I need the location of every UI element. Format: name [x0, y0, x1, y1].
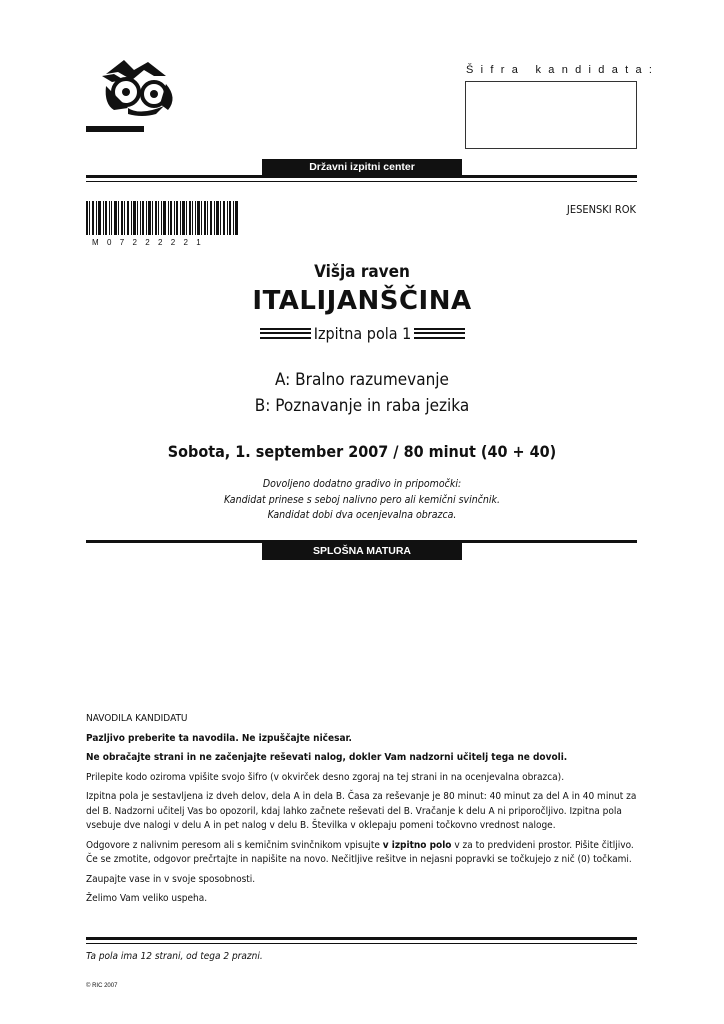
bottom-rule-thin	[86, 943, 637, 944]
exam-level: Višja raven	[314, 262, 410, 282]
paper-title: Izpitna pola 1	[313, 323, 412, 343]
barcode-number: M07222221	[92, 238, 209, 247]
paper-row	[260, 322, 465, 344]
candidate-code-box[interactable]	[465, 81, 637, 149]
allowed-line: Kandidat dobi dva ocenjevalna obrazca.	[267, 509, 457, 521]
instruction-paragraph	[86, 839, 642, 854]
candidate-code-label: Šifra kandidata:	[466, 64, 660, 76]
ric-owl-logo-icon	[84, 58, 190, 134]
decorative-lines-left	[260, 328, 311, 339]
text-fragment: Odgovore z nalivnim peresom ali s kemičnim svinčnikom vpisujte	[86, 839, 383, 851]
instruction-paragraph: Želimo Vam veliko uspeha.	[86, 893, 208, 904]
instruction-paragraph: Če se zmotite, odgovor prečrtajte in napišite na novo. Nečitljive rešitve in nejasni popravki se točkujejo z nič (0) točkami.	[86, 854, 632, 865]
instruction-paragraph: Zaupajte vase in v svoje sposobnosti.	[86, 873, 256, 885]
page-count-note: Ta pola ima 12 strani, od tega 2 prazni.	[86, 951, 263, 962]
matura-band: SPLOŠNA MATURA	[262, 543, 462, 560]
allowed-materials	[0, 477, 724, 524]
instructions-heading: NAVODILA KANDIDATU	[86, 713, 188, 724]
allowed-line: Kandidat prinese s seboj nalivno pero ali kemični svinčnik.	[223, 493, 500, 506]
exam-subject: ITALIJANŠČINA	[252, 286, 472, 316]
instruction-bold-2: Ne obračajte strani in ne začenjajte reševati nalog, dokler Vam nadzorni učitelj tega ne dovoli.	[86, 752, 568, 763]
institution-band: Državni izpitni center	[262, 159, 462, 176]
part-a-title: A: Bralno razumevanje	[275, 370, 449, 390]
exam-date-duration: Sobota, 1. september 2007 / 80 minut (40 + 40)	[167, 442, 557, 461]
copyright: © RIC 2007	[86, 983, 118, 989]
instruction-paragraph: Prilepite kodo oziroma vpišite svojo šifro (v okvirček desno zgoraj na tej strani in na ocenjevalna obrazca).	[86, 771, 565, 783]
top-rule-thin	[86, 181, 637, 182]
bottom-rule-thick	[86, 937, 637, 940]
barcode-image	[86, 201, 238, 235]
part-b-title: B: Poznavanje in raba jezika	[254, 396, 470, 416]
exam-term: JESENSKI ROK	[566, 203, 636, 216]
text-fragment: v za to predvideni prostor. Pišite čitljivo.	[451, 839, 634, 851]
instructions	[86, 712, 642, 907]
decorative-lines-right	[414, 328, 465, 339]
instruction-bold-1: Pazljivo preberite ta navodila. Ne izpuščajte ničesar.	[86, 732, 352, 744]
text-fragment-bold: v izpitno polo	[382, 839, 452, 851]
allowed-line: Dovoljeno dodatno gradivo in pripomočki:	[262, 478, 462, 490]
instruction-paragraph: Izpitna pola je sestavljena iz dveh delov, dela A in dela B. Časa za reševanje je 80 minut: 40 minut za del A in 40 minut za del B. Nadzorni učitelj Vas bo opozoril, kdaj lahko začnete reševati del B. Vračanje k delu A ni priporočljivo. Izpitna pola vsebuje dve nalogi v delu A in pet nalog v delu B. Številka v oklepaju pomeni točkovno vrednost naloge.	[86, 791, 637, 831]
